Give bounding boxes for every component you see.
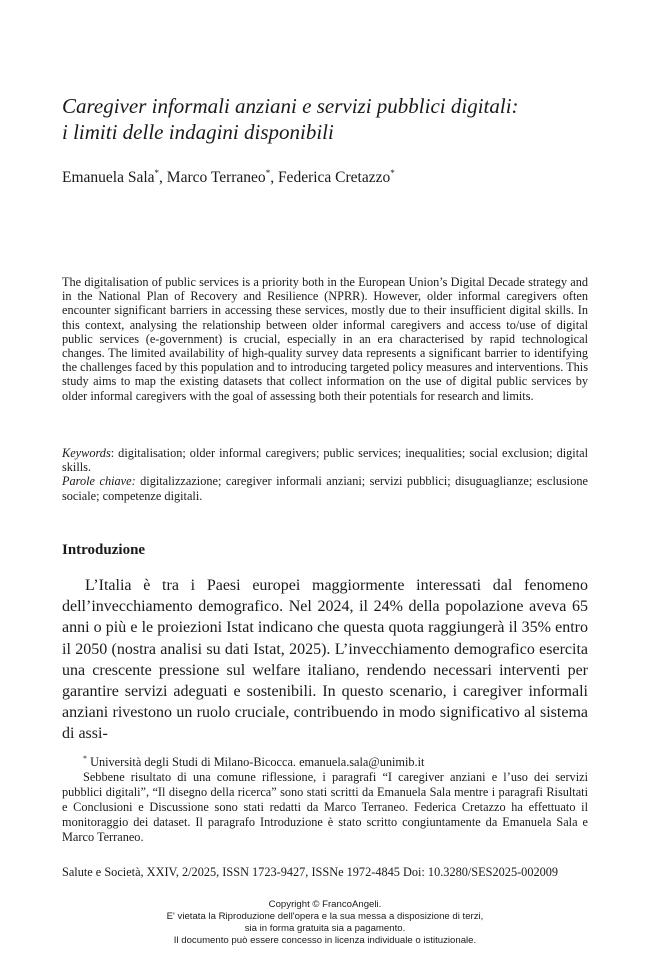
paper-title [62, 93, 622, 145]
abstract: The digitalisation of public services is a priority both in the European Union’s Digital Decade strategy and in the National Plan of Recovery and Resilience (NPRR). However, older informal caregivers often encounter significant barriers in accessing these services, mostly due to their insufficient digital skills. In this context, analysing the relationship between older informal caregivers and access to/use of digital public services (e-government) is crucial, especially in an era characterised by rapid technological changes. The limited availability of high-quality survey data represents a significant barrier to identifying the challenges faced by this population and to introducing targeted policy measures and interventions. This study aims to map the existing datasets that collect information on the use of digital public services by older informal caregivers with the goal of assessing both their potentials for research and limits. [62, 275, 588, 403]
author-name: Federica Cretazzo [277, 169, 391, 186]
author-separator: , [159, 169, 167, 186]
footnote-mark: * [83, 754, 87, 763]
keywords-en [62, 446, 588, 474]
author-name: Marco Terraneo [166, 169, 266, 186]
footnote-affiliation [62, 751, 588, 770]
copyright-line: E' vietata la Riproduzione dell'opera e la sua messa a disposizione di terzi, [166, 911, 484, 922]
author-footnote-mark: * [265, 168, 271, 178]
copyright-line: Il documento può essere concesso in licenza individuale o istituzionale. [173, 935, 477, 946]
keywords-label: Keywords [62, 446, 111, 460]
parole-chiave-text: digitalizzazione; caregiver informali anziani; servizi pubblici; disuguaglianze; esclusione sociale; competenze digitali. [62, 474, 588, 503]
title-line-1: Caregiver informali anziani e servizi pubblici digitali: [62, 94, 519, 118]
author-separator: , [270, 169, 278, 186]
title-line-2: i limiti delle indagini disponibili [62, 120, 334, 144]
author-name: Emanuela Sala [62, 169, 155, 186]
keywords-it [62, 474, 588, 502]
parole-chiave-label: Parole chiave: [62, 474, 136, 489]
keywords-block [62, 446, 588, 503]
footnotes [62, 751, 588, 845]
copyright-notice [0, 899, 650, 947]
author-footnote-mark: * [154, 168, 160, 178]
author-footnote-mark: * [390, 168, 395, 178]
affiliation-text: Università degli Studi di Milano-Bicocca. emanuela.sala@unimib.it [87, 755, 425, 769]
copyright-line: sia in forma gratuita sia a pagamento. [244, 923, 406, 934]
section-heading: Introduzione [62, 542, 146, 558]
keywords-text: : digitalisation; older informal caregivers; public services; inequalities; social exclusion; digital skills. [62, 446, 588, 475]
journal-citation: Salute e Società, XXIV, 2/2025, ISSN 1723-9427, ISSNe 1972-4845 Doi: 10.3280/SES2025-002009 [62, 865, 559, 879]
copyright-line: Copyright © FrancoAngeli. [268, 899, 382, 910]
author-list [62, 163, 395, 188]
intro-paragraph: L’Italia è tra i Paesi europei maggiormente interessati dal fenomeno dell’invecchiamento demografico. Nel 2024, il 24% della popolazione aveva 65 anni o più e le proiezioni Istat indicano che questa quota raggiungerà il 35% entro il 2050 (nostra analisi su dati Istat, 2025). L’invecchiamento demografico esercita una crescente pressione sul welfare italiano, rendendo necessari interventi per garantire servizi adeguati e sostenibili. In questo scenario, i caregiver informali anziani rivestono un ruolo cruciale, contribuendo in modo significativo al sistema di assi- [62, 577, 588, 743]
footnote-contribution: Sebbene risultato di una comune riflessione, i paragrafi “I caregiver anziani e l’uso dei servizi pubblici digitali”, “Il disegno della ricerca” sono stati scritti da Emanuela Sala mentre i paragrafi Risultati e Conclusioni e Discussione sono stati redatti da Marco Terraneo. Federica Cretazzo ha effettuato il monitoraggio dei dataset. Il paragrafo Introduzione è stato scritto congiuntamente da Emanuela Sala e Marco Terraneo. [62, 770, 588, 844]
